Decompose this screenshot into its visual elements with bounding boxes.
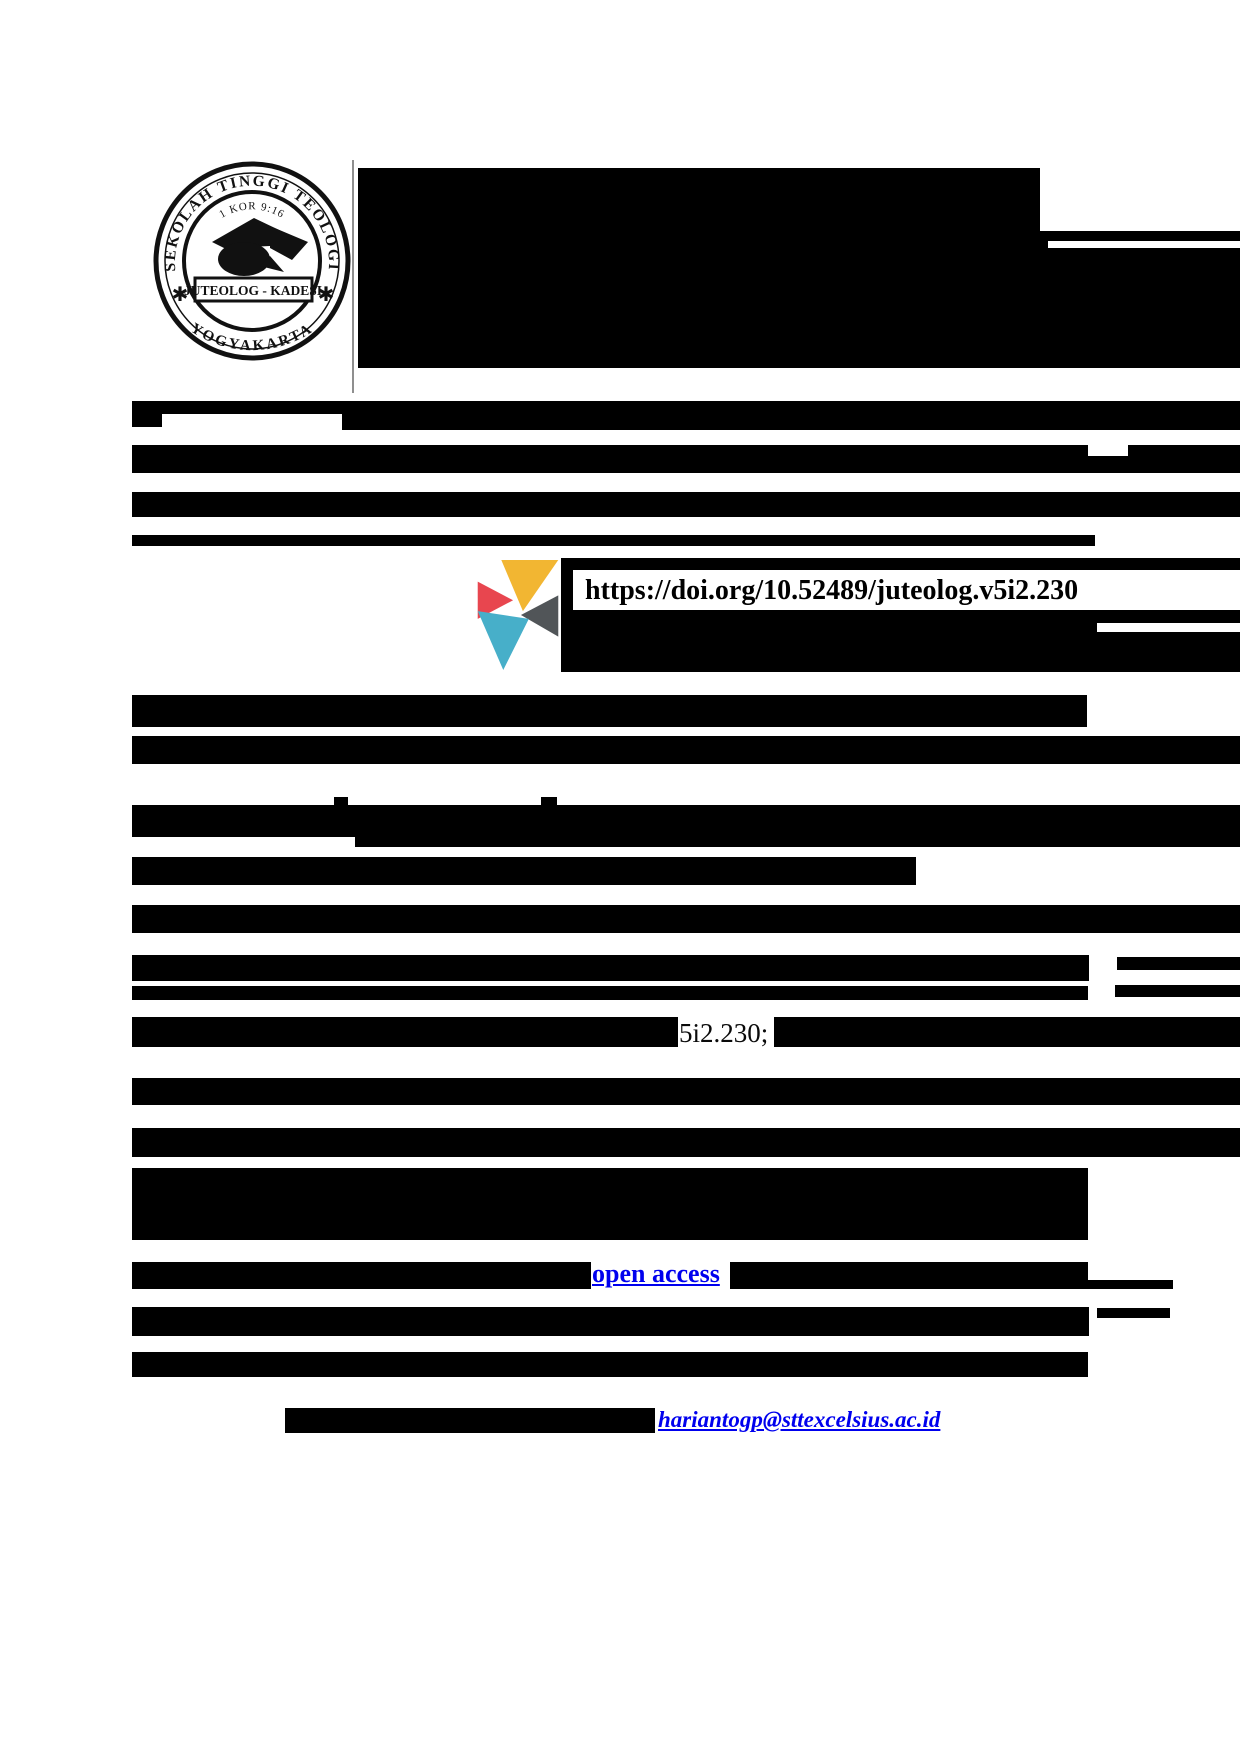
redacted-text-block [132,1078,1240,1105]
redacted-text-block [358,168,1040,368]
redacted-text-block [132,905,1240,933]
seal-figure-illustration [212,218,308,276]
redacted-text-block [355,837,1240,847]
redacted-text-block [132,492,1240,517]
redacted-text-block [132,445,1240,473]
seal-right-star-icon: ✱ [317,284,335,306]
correspondence-email-link[interactable]: hariantogp@sttexcelsius.ac.id [658,1407,941,1432]
header-divider-line [352,160,354,393]
crossref-logo-icon [477,560,559,670]
doi-fragment-text: 5i2.230; [679,1018,769,1048]
redacted-text-block [132,955,1089,981]
redacted-text-block [132,1352,1088,1377]
redacted-text-block [132,535,1095,546]
redacted-text-block [1040,231,1240,368]
seal-verse-text: 1 KOR 9:16 [217,200,287,221]
redacted-text-block [132,1128,1240,1157]
redacted-text-block [132,1262,591,1289]
redacted-text-block [132,736,1240,764]
redacted-text-block [132,986,1088,1000]
redacted-text-block [132,1307,1089,1336]
redacted-text-block [132,401,162,427]
seal-left-star-icon: ✱ [171,284,189,306]
institution-seal-logo [152,160,352,362]
seal-bottom-text: YOGYAKARTA [187,320,317,355]
crossref-teal-triangle [478,611,529,670]
doi-url-text: https://doi.org/10.52489/juteolog.v5i2.230 [585,575,1079,606]
redacted-text-block [1088,1280,1173,1289]
redaction-gap [1048,241,1240,248]
redacted-text-block [132,1168,1088,1240]
redacted-text-block [132,805,1240,837]
redacted-text-block [730,1262,1088,1289]
seal-banner-text: JUTEOLOG - KADESI [183,283,323,298]
redaction-gap [1088,445,1128,456]
redacted-text-block [132,857,916,885]
open-access-link[interactable]: open access [592,1259,720,1288]
redacted-text-block [132,695,1087,727]
redacted-text-block [285,1408,655,1433]
seal-top-text: SEKOLAH TINGGI TEOLOGI [161,172,343,273]
redacted-text-block [342,413,1240,430]
redaction-gap [1097,623,1240,632]
redacted-text-block [1097,1308,1170,1318]
redacted-text-block [1117,957,1240,970]
redacted-text-block [1115,985,1240,997]
